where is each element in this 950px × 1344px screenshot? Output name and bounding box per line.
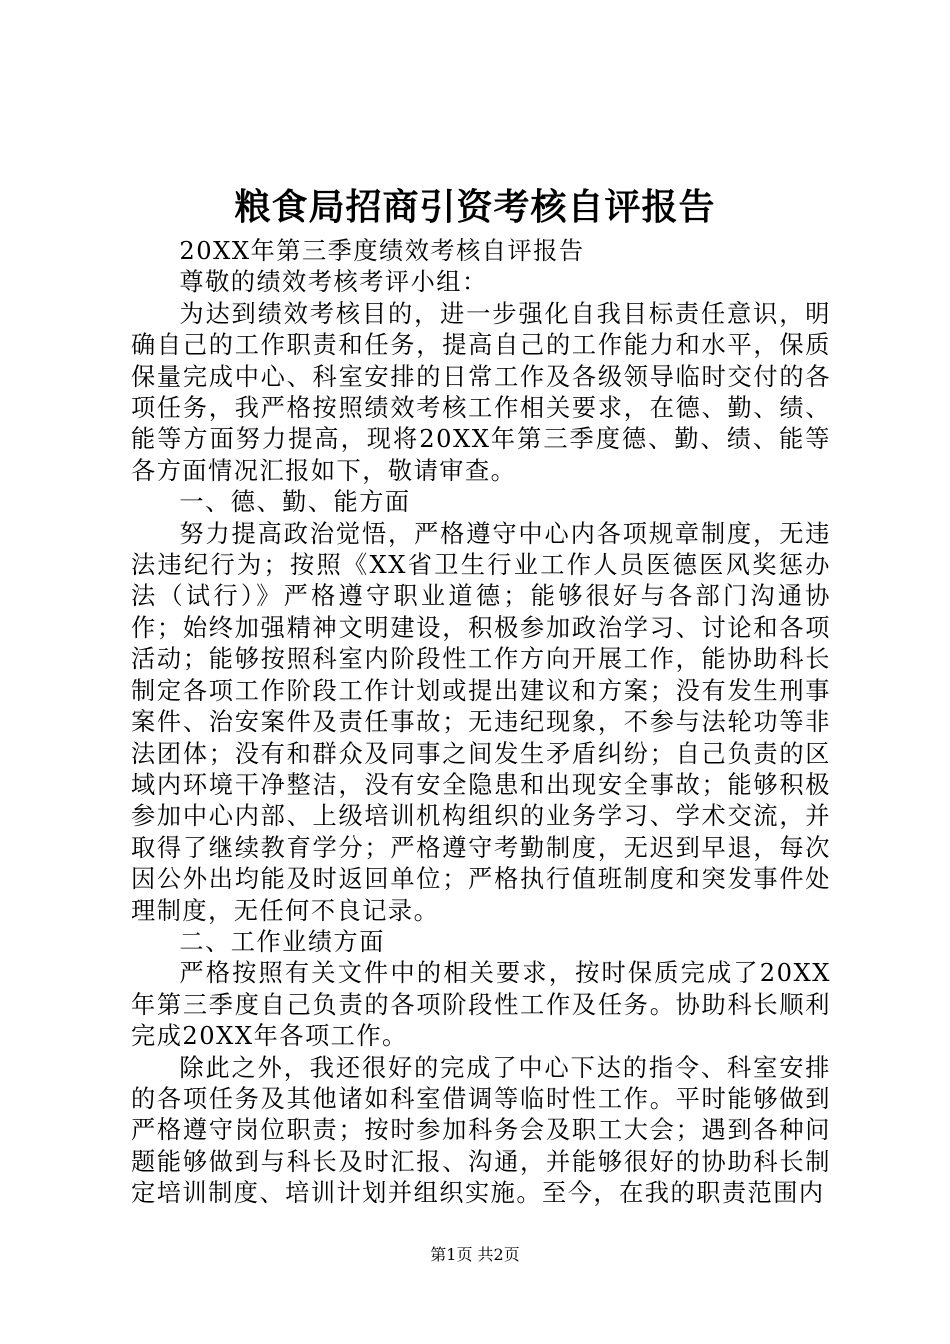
intro-paragraph: 为达到绩效考核目的，进一步强化自我目标责任意识，明确自己的工作职责和任务，提高自己的工作能力和水平，保质保量完成中心、科室安排的日常工作及各级领导临时交付的各项任务，我严格按照绩效考核工作相关要求，在德、勤、绩、能等方面努力提高，现将20XX年第三季度德、勤、绩、能等各方面情况汇报如下，敬请审查。: [131, 299, 831, 485]
ethics-paragraph: 努力提高政治觉悟，严格遵守中心内各项规章制度，无违法违纪行为；按照《XX省卫生行业工作人员医德医风奖惩办法（试行）》严格遵守职业道德；能够很好与各部门沟通协作；始终加强精神文明建设，积极参加政治学习、讨论和各项活动；能够按照科室内阶段性工作方向开展工作，能协助科长制定各项工作阶段工作计划或提出建议和方案；没有发生刑事案件、治安案件及责任事故；无违纪现象，不参与法轮功等非法团体；没有和群众及同事之间发生矛盾纠纷；自己负责的区域内环境干净整洁，没有安全隐患和出现安全事故；能够积极参加中心内部、上级培训机构组织的业务学习、学术交流，并取得了继续教育学分；严格遵守考勤制度，无迟到早退，每次因公外出均能及时返回单位；严格执行值班制度和突发事件处理制度，无任何不良记录。: [131, 519, 831, 925]
subtitle-line: 20XX年第三季度绩效考核自评报告: [179, 237, 585, 265]
document-body: [131, 236, 831, 1210]
page-number-footer: 第1页 共2页: [430, 1245, 520, 1264]
section-heading-performance: 二、工作业绩方面: [179, 927, 385, 956]
additional-paragraph: 除此之外，我还很好的完成了中心下达的指令、科室安排的各项任务及其他诸如科室借调等临时性工作。平时能够做到严格遵守岗位职责；按时参加科务会及职工大会；遇到各种问题能够做到与科长及时汇报、沟通，并能够很好的协助科长制定培训制度、培训计划并组织实施。至今，在我的职责范围内: [131, 1053, 831, 1208]
salutation: 尊敬的绩效考核考评小组：: [179, 268, 488, 297]
section-heading-ethics: 一、德、勤、能方面: [179, 488, 411, 517]
document-title: 粮食局招商引资考核自评报告: [234, 186, 716, 228]
performance-paragraph: 严格按照有关文件中的相关要求，按时保质完成了20XX年第三季度自己负责的各项阶段性工作及任务。协助科长顺利完成20XX年各项工作。: [131, 959, 831, 1051]
